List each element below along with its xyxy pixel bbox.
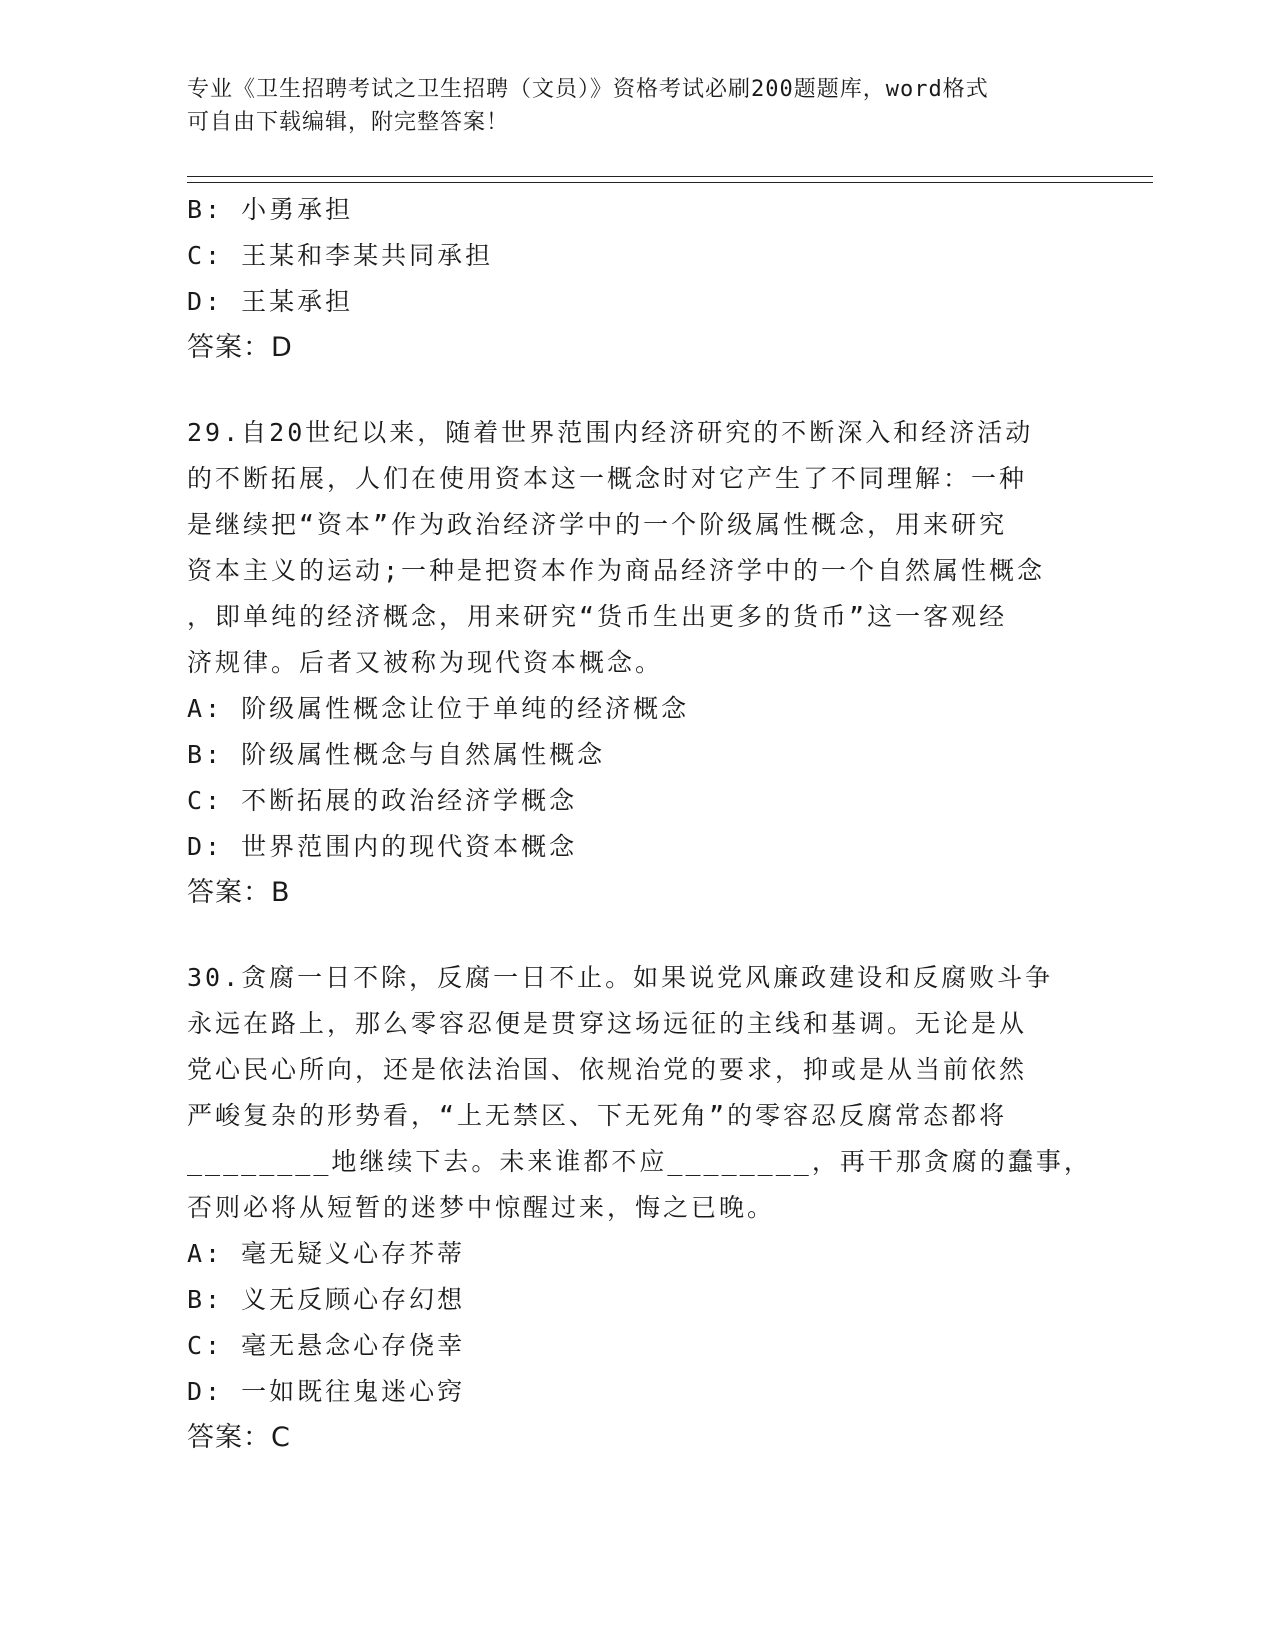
question-stem-line: ，即单纯的经济概念，用来研究“货币生出更多的货币”这一客观经 xyxy=(187,602,1008,631)
question-30 xyxy=(187,955,1092,1461)
question-stem-line: 永远在路上，那么零容忍便是贯穿这场远征的主线和基调。无论是从 xyxy=(187,1009,1028,1038)
option-b: B: 义无反顾心存幻想 xyxy=(187,1285,466,1314)
option-c: C: 不断拓展的政治经济学概念 xyxy=(187,786,578,815)
header-title-line1: 专业《卫生招聘考试之卫生招聘（文员）》资格考试必刷200题题库，word格式 xyxy=(187,77,989,102)
question-spacer xyxy=(187,371,1087,410)
question-spacer xyxy=(187,916,1087,955)
question-28-tail xyxy=(187,187,1087,371)
option-d: D: 王某承担 xyxy=(187,287,354,316)
question-content xyxy=(187,187,1092,1461)
option-a: A: 毫无疑义心存芥蒂 xyxy=(187,1239,466,1268)
document-header xyxy=(187,73,1067,139)
option-d: D: 世界范围内的现代资本概念 xyxy=(187,832,578,861)
answer-line: 答案：C xyxy=(187,1422,291,1453)
header-title-line2: 可自由下载编辑，附完整答案！ xyxy=(187,110,510,135)
answer-line: 答案：D xyxy=(187,332,293,363)
question-29 xyxy=(187,410,1087,916)
question-stem-line: 30.贪腐一日不除，反腐一日不止。如果说党风廉政建设和反腐败斗争 xyxy=(187,963,1054,992)
option-d: D: 一如既往鬼迷心窍 xyxy=(187,1377,466,1406)
question-stem-line: 的不断拓展，人们在使用资本这一概念时对它产生了不同理解：一种 xyxy=(187,464,1028,493)
question-stem-line: 是继续把“资本”作为政治经济学中的一个阶级属性概念，用来研究 xyxy=(187,510,1008,539)
question-stem-line: 否则必将从短暂的迷梦中惊醒过来，悔之已晚。 xyxy=(187,1193,776,1222)
header-divider xyxy=(187,176,1153,183)
option-a: A: 阶级属性概念让位于单纯的经济概念 xyxy=(187,694,690,723)
option-c: C: 王某和李某共同承担 xyxy=(187,241,494,270)
question-stem-line: 资本主义的运动;一种是把资本作为商品经济学中的一个自然属性概念 xyxy=(187,556,1046,585)
option-b: B: 小勇承担 xyxy=(187,195,354,224)
question-stem-line: 严峻复杂的形势看，“上无禁区、下无死角”的零容忍反腐常态都将 xyxy=(187,1101,1008,1130)
question-stem-line: 29.自20世纪以来，随着世界范围内经济研究的不断深入和经济活动 xyxy=(187,418,1034,447)
answer-line: 答案：B xyxy=(187,877,291,908)
option-b: B: 阶级属性概念与自然属性概念 xyxy=(187,740,606,769)
question-stem-line: 党心民心所向，还是依法治国、依规治党的要求，抑或是从当前依然 xyxy=(187,1055,1028,1084)
option-c: C: 毫无悬念心存侥幸 xyxy=(187,1331,466,1360)
question-stem-line: ________地继续下去。未来谁都不应________，再干那贪腐的蠢事， xyxy=(187,1147,1092,1176)
question-stem-line: 济规律。后者又被称为现代资本概念。 xyxy=(187,648,664,677)
